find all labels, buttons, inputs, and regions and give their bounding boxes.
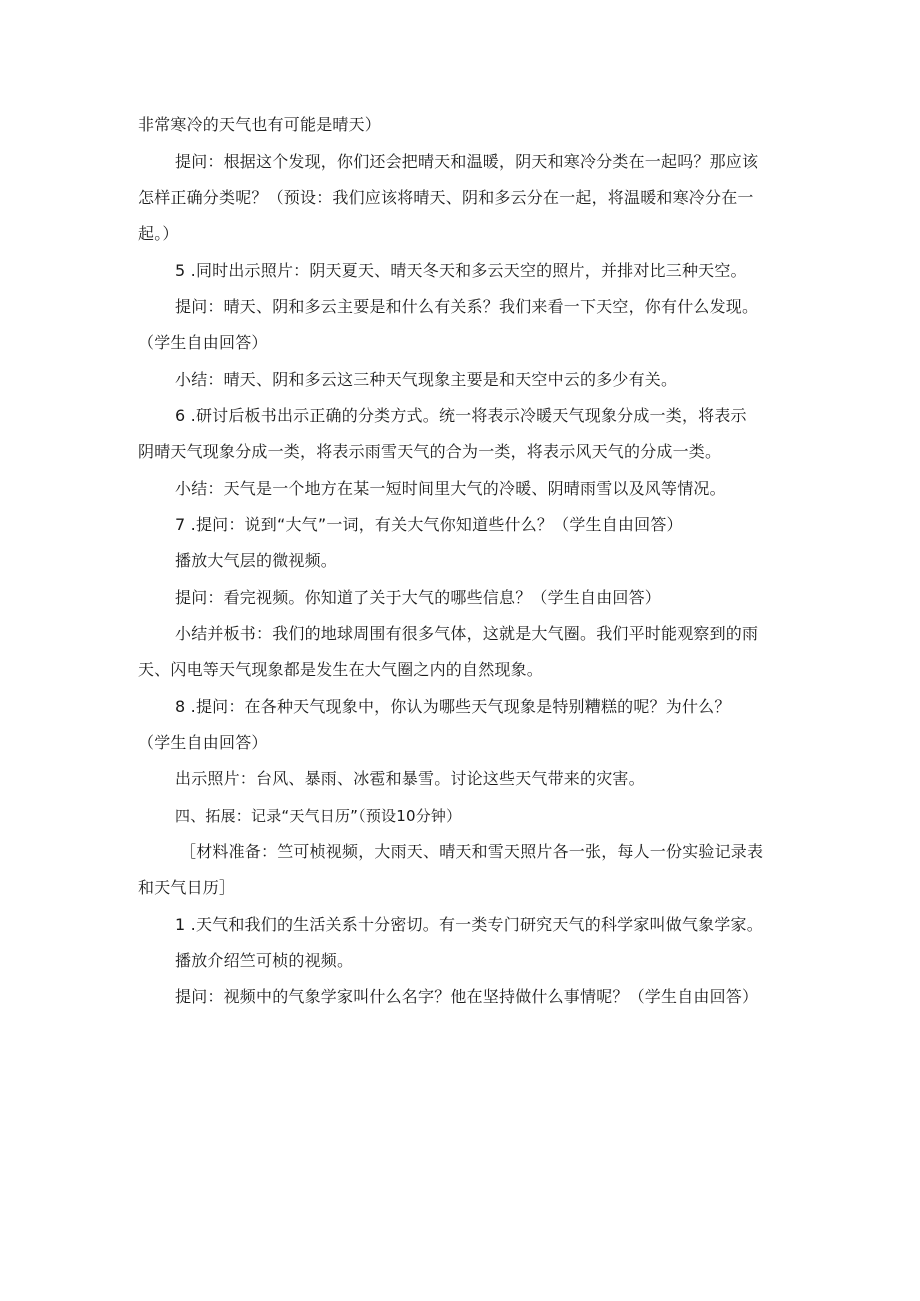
text-line: 5 .同时出示照片：阴天夏天、晴天冬天和多云天空的照片，并排对比三种天空。: [175, 261, 747, 280]
text-line: 小结：天气是一个地方在某一短时间里大气的冷暖、阴晴雨雪以及风等情况。: [175, 479, 726, 498]
text-line: 7 .提问：说到“大气”一词，有关大气你知道些什么？（学生自由回答）: [175, 515, 683, 534]
text-line: 6 .研讨后板书出示正确的分类方式。统一将表示冷暖天气现象分成一类，将表示: [175, 406, 747, 425]
text-line: （学生自由回答）: [138, 333, 268, 352]
text-line: 1 .天气和我们的生活关系十分密切。有一类专门研究天气的科学家叫做气象学家。: [175, 915, 763, 934]
text-line: 怎样正确分类呢？（预设：我们应该将晴天、阴和多云分在一起，将温暖和寒冷分在一: [138, 188, 754, 207]
text-line: 小结：晴天、阴和多云这三种天气现象主要是和天空中云的多少有关。: [175, 370, 678, 389]
text-line: 提问：视频中的气象学家叫什么名字？他在坚持做什么事情呢？（学生自由回答）: [175, 987, 759, 1006]
text-line: 播放大气层的微视频。: [175, 551, 338, 570]
section-heading: 四、拓展：记录“天气日历”（预设10分钟）: [175, 807, 462, 825]
text-line: 非常寒冷的天气也有可能是晴天）: [138, 115, 382, 134]
text-line: 提问：根据这个发现，你们还会把晴天和温暖，阴天和寒冷分类在一起吗？那应该: [175, 152, 759, 171]
text-line: 提问：晴天、阴和多云主要是和什么有关系？我们来看一下天空，你有什么发现。: [175, 297, 759, 316]
text-line: 起。）: [138, 224, 179, 243]
text-line: 提问：看完视频。你知道了关于大气的哪些信息？（学生自由回答）: [175, 588, 662, 607]
text-line: 小结并板书：我们的地球周围有很多气体，这就是大气圈。我们平时能观察到的雨: [175, 624, 759, 643]
text-line: 出示照片：台风、暴雨、冰雹和暴雪。讨论这些天气带来的灾害。: [175, 769, 645, 788]
text-line: 和天气日历］: [138, 878, 236, 897]
text-line: 8 .提问：在各种天气现象中，你认为哪些天气现象是特别糟糕的呢？为什么？: [175, 697, 731, 716]
text-line: （学生自由回答）: [138, 733, 268, 752]
text-line: 播放介绍竺可桢的视频。: [175, 951, 354, 970]
text-line: ［材料准备：竺可桢视频，大雨天、晴天和雪天照片各一张，每人一份实验记录表: [180, 842, 764, 861]
text-line: 天、闪电等天气现象都是发生在大气圈之内的自然现象。: [138, 660, 544, 679]
text-line: 阴晴天气现象分成一类，将表示雨雪天气的合为一类，将表示风天气的分成一类。: [138, 442, 722, 461]
